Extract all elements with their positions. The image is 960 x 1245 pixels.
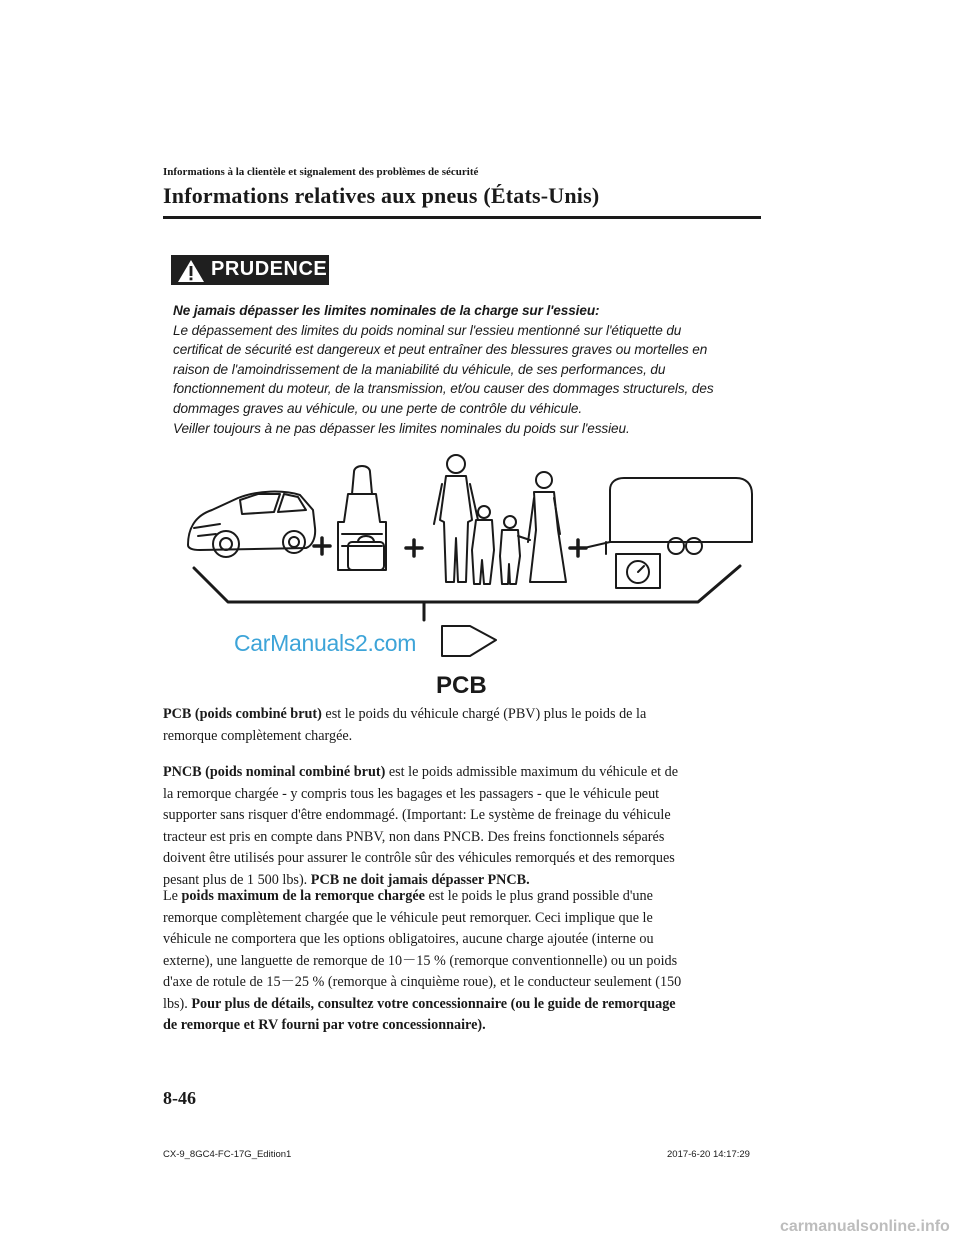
text-line: d'axe de rotule de 15－25 % (remorque à cinquième roue), et le conducteur seulement (150 — [163, 974, 682, 990]
luggage-illustration — [338, 466, 386, 570]
edition-label: CX-9_8GC4-FC-17G_Edition1 — [163, 1149, 292, 1160]
text-line: doivent être utilisés pour assurer le contrôle sûr des véhicules remorqués et des remorques — [163, 850, 675, 866]
family-illustration — [434, 455, 566, 584]
page-number: 8-46 — [163, 1088, 196, 1108]
arrow-down-icon — [442, 626, 496, 656]
term-max-trailer: poids maximum de la remorque chargée — [181, 888, 425, 904]
figure-label: PCB — [436, 672, 487, 699]
caution-heading: Ne jamais dépasser les limites nominales de la charge sur l'essieu: — [173, 303, 600, 318]
page-title: Informations relatives aux pneus (États-Unis) — [163, 183, 600, 208]
text-span: Le — [163, 888, 182, 904]
text-span: pesant plus de 1 500 lbs). — [163, 871, 311, 888]
paragraph-pcb — [163, 704, 763, 747]
term-pcb: PCB (poids combiné brut) — [163, 706, 322, 722]
text-line: la remorque chargée - y compris tous les bagages et les passagers - que le véhicule peut — [163, 785, 660, 802]
caution-line: Le dépassement des limites du poids nominal sur l'essieu mentionné sur l'étiquette du — [173, 322, 682, 338]
watermark: CarManuals2.com — [234, 630, 417, 656]
caution-line: raison de l'amoindrissement de la maniabilité du véhicule, de ses performances, du — [173, 361, 666, 377]
caution-text — [173, 301, 763, 438]
trailer-illustration — [576, 478, 752, 588]
term-pncb: PNCB (poids nominal combiné brut) — [163, 764, 386, 780]
caution-line: Veiller toujours à ne pas dépasser les limites nominales du poids sur l'essieu. — [173, 420, 630, 436]
paragraph-max-trailer — [163, 886, 763, 1037]
timestamp: 2017-6-20 14:17:29 — [667, 1149, 750, 1160]
caution-line: dommages graves au véhicule, ou une perte de contrôle du véhicule. — [173, 400, 583, 416]
title-rule — [163, 216, 761, 219]
pncb-rule: PCB ne doit jamais dépasser PNCB. — [310, 871, 530, 888]
text-line: remorque complètement chargée que le véhicule peut remorquer. Ceci implique que le — [163, 909, 653, 926]
site-watermark: carmanualsonline.info — [780, 1218, 950, 1235]
warning-icon — [177, 259, 205, 283]
text-line: externe), une languette de remorque de 10－15 % (remorque conventionnelle) ou un poids — [163, 952, 678, 969]
dealer-note: Pour plus de détails, consultez votre concessionnaire (ou le guide de remorquage — [191, 995, 676, 1012]
caution-label: PRUDENCE — [211, 258, 328, 280]
paragraph-pncb — [163, 762, 763, 891]
text-span: lbs). — [163, 995, 192, 1012]
text-line: véhicule ne comportera que les options obligatoires, aucune charge ajoutée (interne ou — [163, 931, 654, 947]
text-line: supporter sans risquer d'être endommagé. (Important: Le système de freinage du véhicule — [163, 807, 671, 823]
text-line: remorque complètement chargée. — [163, 727, 353, 744]
text-span: est le poids le plus grand possible d'une — [424, 888, 653, 904]
section-label: Informations à la clientèle et signalement des problèmes de sécurité — [163, 166, 479, 178]
suv-illustration — [188, 492, 315, 557]
dealer-note: de remorque et RV fourni par votre concessionnaire). — [163, 1017, 486, 1033]
caution-line: certificat de sécurité est dangereux et peut entraîner des blessures graves ou mortelles en — [173, 342, 708, 358]
text-span: est le poids du véhicule chargé (PBV) plus le poids de la — [321, 706, 647, 722]
caution-badge — [171, 255, 329, 285]
text-line: tracteur est pris en compte dans PNBV, non dans PNCB. Des freins fonctionnels séparés — [163, 828, 665, 845]
caution-line: fonctionnement du moteur, de la transmission, et/ou causer des dommages structurels, des — [173, 381, 714, 397]
text-span: est le poids admissible maximum du véhicule et de — [385, 764, 679, 780]
